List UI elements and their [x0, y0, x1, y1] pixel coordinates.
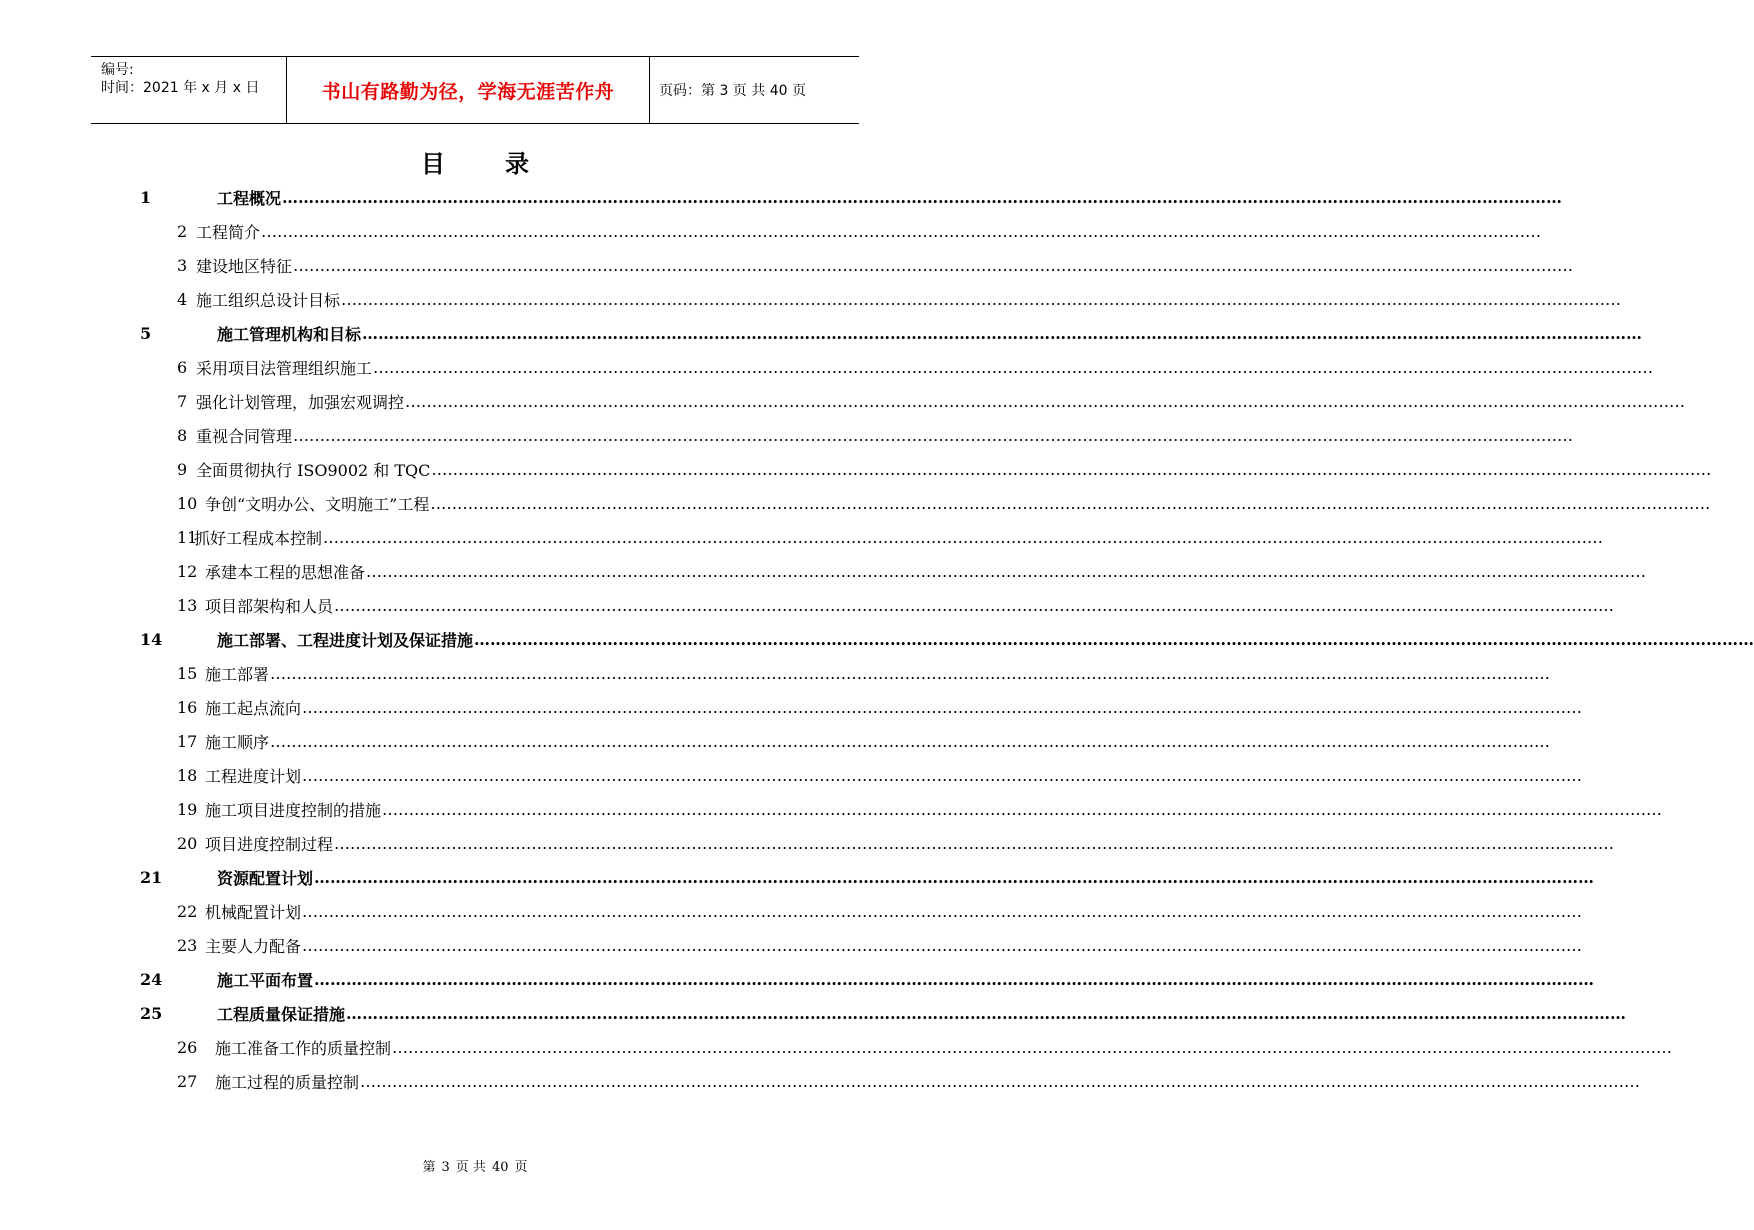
toc-entry-number: 11 [177, 527, 198, 547]
toc-entry-number: 15 [177, 663, 198, 683]
toc-entry-title: 施工组织总设计目标 [196, 290, 341, 310]
footer-page: 3 [441, 1160, 450, 1175]
toc-leader-dots: …………………………………………………………………………………………………………………………………………………………………………………………………………………… [360, 1071, 1641, 1091]
toc-leader-dots: …………………………………………………………………………………………………………………………………………………………………………………………………………………… [431, 459, 1712, 479]
toc-entry-title: 施工平面布置 [217, 970, 314, 990]
toc-leader-dots: …………………………………………………………………………………………………………………………………………………………………………………………………………………… [362, 323, 1643, 343]
toc-leader-dots: …………………………………………………………………………………………………………………………………………………………………………………………………………………… [334, 595, 1615, 615]
toc-leader-dots: …………………………………………………………………………………………………………………………………………………………………………………………………………………… [270, 731, 1551, 751]
toc-entry[interactable] [0, 486, 1711, 520]
toc-entry-title: 施工起点流向 [205, 698, 302, 718]
toc-entry-number: 22 [177, 901, 198, 921]
toc-entry-number: 19 [177, 799, 198, 819]
toc-entry[interactable] [0, 962, 1595, 996]
toc-entry[interactable] [0, 248, 1574, 282]
toc-entry[interactable] [0, 928, 1583, 962]
toc-entry[interactable] [0, 180, 1563, 214]
toc-entry[interactable] [0, 1030, 1673, 1064]
toc-leader-dots: …………………………………………………………………………………………………………………………………………………………………………………………………………………… [341, 289, 1622, 309]
toc-entry[interactable] [0, 554, 1647, 588]
toc-entry-number: 3 [177, 255, 188, 275]
toc-entry-number: 8 [177, 425, 188, 445]
toc-entry-title: 工程概况 [217, 188, 282, 208]
toc-entry[interactable] [0, 520, 1604, 554]
toc-entry[interactable] [0, 894, 1583, 928]
toc-entry-number: 20 [177, 833, 198, 853]
toc-entry[interactable] [0, 860, 1595, 894]
toc-entry[interactable] [0, 758, 1583, 792]
toc-entry-number: 13 [177, 595, 198, 615]
toc-entry-title: 施工顺序 [205, 732, 270, 752]
toc-entry-title: 重视合同管理 [196, 426, 293, 446]
toc-leader-dots: …………………………………………………………………………………………………………………………………………………………………………………………………………………… [346, 1003, 1627, 1023]
toc-leader-dots: …………………………………………………………………………………………………………………………………………………………………………………………………………………… [382, 799, 1663, 819]
header-page-info: 页码：第 3 页 共 40 页 [659, 83, 806, 99]
toc-entry-number: 27 [177, 1071, 198, 1091]
toc-leader-dots: …………………………………………………………………………………………………………………………………………………………………………………………………………………… [366, 561, 1647, 581]
toc-entry-number: 17 [177, 731, 198, 751]
toc-leader-dots: …………………………………………………………………………………………………………………………………………………………………………………………………………………… [261, 221, 1542, 241]
footer-mid: 页 共 [455, 1160, 486, 1175]
toc-entry-number: 24 [140, 969, 163, 989]
toc-entry[interactable] [0, 1064, 1641, 1098]
toc-leader-dots: …………………………………………………………………………………………………………………………………………………………………………………………………………………… [373, 357, 1654, 377]
toc-leader-dots: …………………………………………………………………………………………………………………………………………………………………………………………………………………… [293, 255, 1574, 275]
toc-entry-title: 施工准备工作的质量控制 [215, 1038, 392, 1058]
toc-leader-dots: …………………………………………………………………………………………………………………………………………………………………………………………………………………… [302, 697, 1583, 717]
toc-entry-title: 施工过程的质量控制 [215, 1072, 360, 1092]
toc-entry-title: 抓好工程成本控制 [194, 528, 323, 548]
doc-date: 时间：2021 年 x 月 x 日 [101, 80, 260, 96]
toc-entry-title: 施工部署、工程进度计划及保证措施 [217, 630, 474, 650]
toc-entry-number: 25 [140, 1003, 163, 1023]
toc-entry-title: 工程进度计划 [205, 766, 302, 786]
toc-leader-dots: …………………………………………………………………………………………………………………………………………………………………………………………………………………… [302, 935, 1583, 955]
toc-entry-title: 资源配置计划 [217, 868, 314, 888]
toc-entry-title: 采用项目法管理组织施工 [196, 358, 373, 378]
toc-entry-number: 23 [177, 935, 198, 955]
toc-leader-dots: …………………………………………………………………………………………………………………………………………………………………………………………………………………… [430, 493, 1711, 513]
toc-entry-title: 施工部署 [205, 664, 270, 684]
toc-entry-number: 21 [140, 867, 163, 887]
toc-entry-title: 施工管理机构和目标 [217, 324, 362, 344]
toc-entry-number: 9 [177, 459, 188, 479]
toc-entry-title: 项目部架构和人员 [205, 596, 334, 616]
toc-entry-number: 4 [177, 289, 188, 309]
toc-entry-number: 26 [177, 1037, 198, 1057]
toc-entry[interactable] [0, 792, 1663, 826]
toc-entry-number: 18 [177, 765, 198, 785]
toc-entry-title: 争创“文明办公、文明施工”工程 [205, 494, 430, 514]
footer-prefix: 第 [422, 1160, 436, 1175]
toc-entry-title: 建设地区特征 [196, 256, 293, 276]
toc-leader-dots: …………………………………………………………………………………………………………………………………………………………………………………………………………………… [314, 867, 1595, 887]
toc-entry-number: 14 [140, 629, 163, 649]
toc-entry[interactable] [0, 418, 1574, 452]
toc-entry[interactable] [0, 996, 1627, 1030]
toc-entry-number: 16 [177, 697, 198, 717]
toc-entry-title: 工程质量保证措施 [217, 1004, 346, 1024]
toc-entry-title: 主要人力配备 [205, 936, 302, 956]
toc-entry-title: 项目进度控制过程 [205, 834, 334, 854]
toc-leader-dots: …………………………………………………………………………………………………………………………………………………………………………………………………………………… [302, 765, 1583, 785]
toc-entry[interactable] [0, 656, 1551, 690]
toc-leader-dots: …………………………………………………………………………………………………………………………………………………………………………………………………………………… [302, 901, 1583, 921]
toc-entry-title: 施工项目进度控制的措施 [205, 800, 382, 820]
toc-entry-number: 6 [177, 357, 188, 377]
toc-entry-title: 强化计划管理，加强宏观调控 [196, 392, 405, 412]
toc-entry-title: 全面贯彻执行 ISO9002 和 TQC [196, 460, 431, 480]
toc-entry[interactable] [0, 588, 1615, 622]
toc-entry[interactable] [0, 724, 1551, 758]
toc-entry-number: 7 [177, 391, 188, 411]
header-motto: 书山有路勤为径，学海无涯苦作舟 [321, 80, 615, 103]
toc-entry-number: 10 [177, 493, 198, 513]
toc-leader-dots: …………………………………………………………………………………………………………………………………………………………………………………………………………………… [474, 629, 1754, 649]
toc-entry-number: 2 [177, 221, 188, 241]
toc-entry[interactable] [0, 452, 1712, 486]
toc-entry[interactable] [0, 316, 1643, 350]
toc-entry[interactable] [0, 826, 1615, 860]
toc-entry-title: 工程简介 [196, 222, 261, 242]
toc-leader-dots: …………………………………………………………………………………………………………………………………………………………………………………………………………………… [392, 1037, 1673, 1057]
toc-entry[interactable] [0, 384, 1686, 418]
toc-entry-number: 12 [177, 561, 198, 581]
footer-suffix: 页 [514, 1160, 528, 1175]
page-footer [0, 1156, 950, 1175]
page-header [91, 56, 859, 124]
toc-leader-dots: …………………………………………………………………………………………………………………………………………………………………………………………………………………… [293, 425, 1574, 445]
toc-entry[interactable] [0, 622, 1754, 656]
toc-entry[interactable] [0, 282, 1622, 316]
page-title: 目录 [421, 149, 589, 178]
toc-entry-title: 机械配置计划 [205, 902, 302, 922]
toc-entry-title: 承建本工程的思想准备 [205, 562, 366, 582]
toc-leader-dots: …………………………………………………………………………………………………………………………………………………………………………………………………………………… [282, 187, 1563, 207]
toc-entry[interactable] [0, 690, 1583, 724]
toc-entry-number: 5 [140, 323, 152, 343]
header-meta [101, 61, 259, 97]
header-divider [649, 57, 650, 123]
toc-leader-dots: …………………………………………………………………………………………………………………………………………………………………………………………………………………… [314, 969, 1595, 989]
toc-leader-dots: …………………………………………………………………………………………………………………………………………………………………………………………………………………… [270, 663, 1551, 683]
toc-entry[interactable] [0, 350, 1654, 384]
toc-leader-dots: …………………………………………………………………………………………………………………………………………………………………………………………………………………… [334, 833, 1615, 853]
doc-number-label: 编号: [101, 62, 134, 78]
toc-entry-number: 1 [140, 187, 152, 207]
footer-total: 40 [491, 1160, 509, 1175]
toc-entry[interactable] [0, 214, 1542, 248]
toc-leader-dots: …………………………………………………………………………………………………………………………………………………………………………………………………………………… [323, 527, 1604, 547]
toc-leader-dots: …………………………………………………………………………………………………………………………………………………………………………………………………………………… [405, 391, 1686, 411]
